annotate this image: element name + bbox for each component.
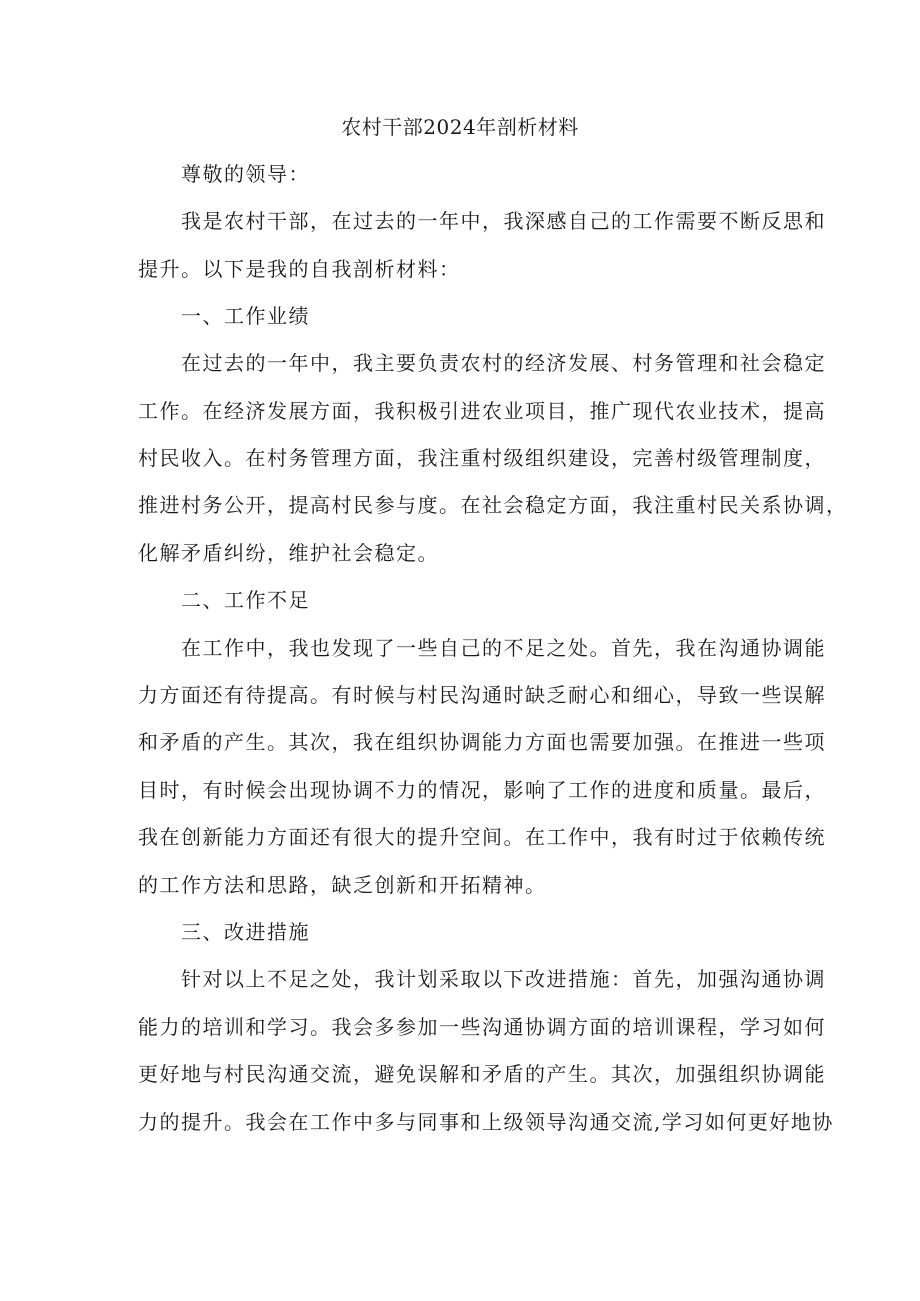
body-line: 在工作中，我也发现了一些自己的不足之处。首先，我在沟通协调能 bbox=[181, 636, 826, 660]
body-line: 推进村务公开，提高村民参与度。在社会稳定方面，我注重村民关系协调， bbox=[138, 493, 848, 517]
body-line: 更好地与村民沟通交流，避免误解和矛盾的产生。其次，加强组织协调能 bbox=[138, 1062, 826, 1086]
body-line: 化解矛盾纠纷，维护社会稳定。 bbox=[138, 541, 439, 565]
section-heading-1: 一、工作业绩 bbox=[181, 304, 310, 328]
body-line: 我在创新能力方面还有很大的提升空间。在工作中，我有时过于依赖传统 bbox=[138, 825, 826, 849]
body-line: 的工作方法和思路，缺乏创新和开拓精神。 bbox=[138, 873, 547, 897]
body-line: 工作。在经济发展方面，我积极引进农业项目，推广现代农业技术，提高 bbox=[138, 399, 826, 423]
document-title: 农村干部2024年剖析材料 bbox=[341, 115, 579, 139]
salutation: 尊敬的领导： bbox=[181, 162, 310, 186]
body-line: 我是农村干部，在过去的一年中，我深感自己的工作需要不断反思和 bbox=[181, 209, 826, 233]
body-line: 力方面还有待提高。有时候与村民沟通时缺乏耐心和细心，导致一些误解 bbox=[138, 683, 826, 707]
section-heading-2: 二、工作不足 bbox=[181, 588, 310, 612]
body-line: 能力的培训和学习。我会多参加一些沟通协调方面的培训课程，学习如何 bbox=[138, 1015, 826, 1039]
body-line: 力的提升。我会在工作中多与同事和上级领导沟通交流,学习如何更好地协 bbox=[138, 1110, 834, 1134]
body-line: 和矛盾的产生。其次，我在组织协调能力方面也需要加强。在推进一些项 bbox=[138, 730, 826, 754]
body-line: 提升。以下是我的自我剖析材料： bbox=[138, 257, 461, 281]
body-line: 目时，有时候会出现协调不力的情况，影响了工作的进度和质量。最后， bbox=[138, 778, 826, 802]
body-line: 村民收入。在村务管理方面，我注重村级组织建设，完善村级管理制度， bbox=[138, 446, 826, 470]
section-heading-3: 三、改进措施 bbox=[181, 920, 310, 944]
body-line: 针对以上不足之处，我计划采取以下改进措施：首先，加强沟通协调 bbox=[181, 967, 826, 991]
body-line: 在过去的一年中，我主要负责农村的经济发展、村务管理和社会稳定 bbox=[181, 351, 826, 375]
